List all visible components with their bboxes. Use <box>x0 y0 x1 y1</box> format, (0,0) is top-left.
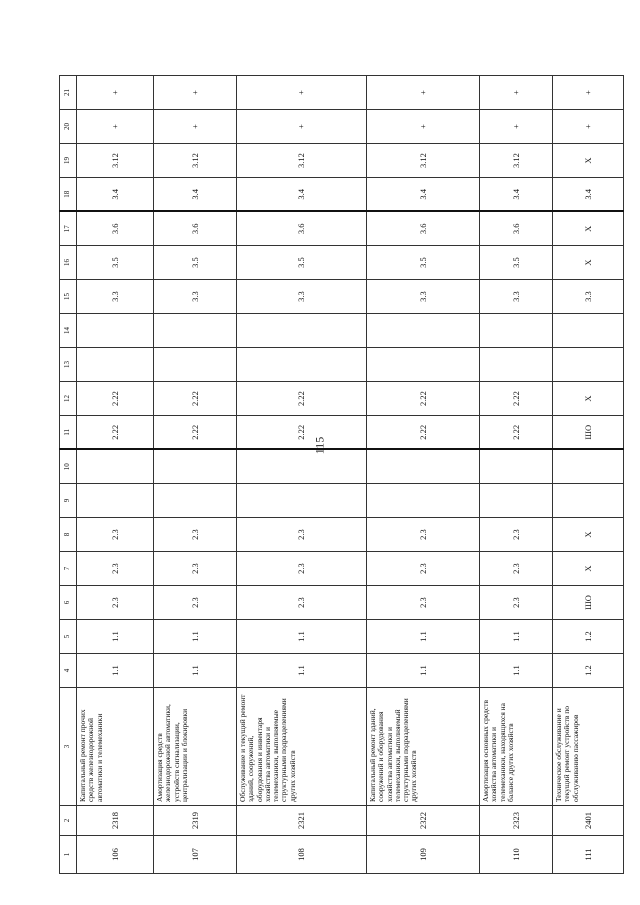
table-cell <box>237 484 367 518</box>
table-cell <box>367 314 480 348</box>
table-cell <box>553 348 624 382</box>
header-cell: 2 <box>60 806 77 836</box>
header-cell: 12 <box>60 382 77 416</box>
row-number-cell: 110 <box>480 836 553 874</box>
header-cell: 16 <box>60 246 77 280</box>
table-cell: 2.3 <box>237 552 367 586</box>
table-row <box>154 76 237 874</box>
table-cell: 2.3 <box>480 586 553 620</box>
header-cell: 21 <box>60 76 77 110</box>
row-number-cell: 107 <box>154 836 237 874</box>
table-cell: 3.6 <box>237 212 367 246</box>
table-cell: 3.4 <box>154 178 237 212</box>
table-cell: X <box>553 144 624 178</box>
table-cell: 3.5 <box>237 246 367 280</box>
table-cell: 1.1 <box>480 654 553 688</box>
table-cell: 3.3 <box>553 280 624 314</box>
table-cell <box>480 450 553 484</box>
header-cell: 9 <box>60 484 77 518</box>
table-cell: X <box>553 382 624 416</box>
row-number-cell: 111 <box>553 836 624 874</box>
table-cell: 2.3 <box>77 552 154 586</box>
table-cell: + <box>237 76 367 110</box>
table-cell: 3.3 <box>367 280 480 314</box>
table-row <box>553 76 624 874</box>
table-cell: 3.4 <box>553 178 624 212</box>
table-cell: 2.22 <box>154 416 237 450</box>
table-cell: 3.4 <box>367 178 480 212</box>
table-cell: + <box>154 110 237 144</box>
table-cell: ШО <box>553 416 624 450</box>
table-cell: + <box>367 76 480 110</box>
table-cell: 2.3 <box>77 586 154 620</box>
table-cell: ШО <box>553 586 624 620</box>
code-cell: 2322 <box>367 806 480 836</box>
table-cell: 3.6 <box>154 212 237 246</box>
table-cell <box>553 450 624 484</box>
table-cell: 1.1 <box>480 620 553 654</box>
table-cell: 3.5 <box>154 246 237 280</box>
table-cell <box>77 314 154 348</box>
table-cell: 2.3 <box>154 552 237 586</box>
cost-items-table <box>59 75 624 874</box>
header-cell: 19 <box>60 144 77 178</box>
table-cell: 2.3 <box>480 518 553 552</box>
table-cell: 1.1 <box>367 620 480 654</box>
table-cell: 2.3 <box>77 518 154 552</box>
table-row <box>237 76 367 874</box>
table-cell: + <box>77 76 154 110</box>
table-cell: 3.6 <box>77 212 154 246</box>
table-cell: 2.3 <box>367 552 480 586</box>
table-cell: 1.1 <box>77 654 154 688</box>
table-cell: 2.3 <box>480 552 553 586</box>
table-cell: + <box>553 76 624 110</box>
table-cell: 3.4 <box>237 178 367 212</box>
table-cell <box>480 484 553 518</box>
table-cell: 1.1 <box>237 620 367 654</box>
table-cell: 2.22 <box>367 416 480 450</box>
table-cell: 3.12 <box>237 144 367 178</box>
table-cell: 1.1 <box>237 654 367 688</box>
table-cell: + <box>367 110 480 144</box>
table-cell <box>553 314 624 348</box>
table-cell: 3.4 <box>77 178 154 212</box>
table-cell: 2.22 <box>367 382 480 416</box>
header-cell: 4 <box>60 654 77 688</box>
table-cell: 1.2 <box>553 654 624 688</box>
header-cell: 3 <box>60 688 77 806</box>
table-cell: X <box>553 246 624 280</box>
header-cell: 17 <box>60 212 77 246</box>
table-cell: 2.22 <box>154 382 237 416</box>
header-cell: 18 <box>60 178 77 212</box>
header-cell: 6 <box>60 586 77 620</box>
table-cell: + <box>553 110 624 144</box>
row-number-cell: 108 <box>237 836 367 874</box>
header-cell: 15 <box>60 280 77 314</box>
table-cell: 3.3 <box>77 280 154 314</box>
header-cell: 10 <box>60 450 77 484</box>
table-cell <box>154 450 237 484</box>
code-cell: 2318 <box>77 806 154 836</box>
table-cell: X <box>553 518 624 552</box>
table-row <box>480 76 553 874</box>
table-cell <box>154 348 237 382</box>
table-cell <box>237 450 367 484</box>
table-cell: 3.12 <box>480 144 553 178</box>
table-cell <box>154 314 237 348</box>
table-cell: 2.3 <box>154 586 237 620</box>
header-cell: 5 <box>60 620 77 654</box>
table-cell: + <box>480 76 553 110</box>
header-cell: 7 <box>60 552 77 586</box>
table-cell: 3.3 <box>237 280 367 314</box>
description-cell: Обслуживание и текущий ремонт зданий, сооружений, оборудования и инвентаря хозяйства автоматики и телемеханики, выполняемые структурными подразделениями других хозяйств <box>237 688 367 806</box>
description-cell: Техническое обслуживание и текущий ремонт устройств по обслуживанию пассажиров <box>553 688 624 806</box>
table-cell: 3.12 <box>154 144 237 178</box>
table-cell: 2.22 <box>77 382 154 416</box>
table-cell: 3.3 <box>154 280 237 314</box>
table-cell: 3.4 <box>480 178 553 212</box>
row-number-cell: 106 <box>77 836 154 874</box>
table-cell: + <box>77 110 154 144</box>
table-cell: 1.1 <box>154 654 237 688</box>
table-cell: 2.3 <box>367 518 480 552</box>
header-cell: 14 <box>60 314 77 348</box>
table-cell: X <box>553 552 624 586</box>
table-cell: 1.1 <box>154 620 237 654</box>
table-cell: 3.3 <box>480 280 553 314</box>
table-cell: 2.22 <box>237 416 367 450</box>
table-cell: 2.3 <box>237 518 367 552</box>
table-row <box>77 76 154 874</box>
table-cell: 2.22 <box>77 416 154 450</box>
code-cell: 2401 <box>553 806 624 836</box>
header-cell: 11 <box>60 416 77 450</box>
table-cell: 3.5 <box>367 246 480 280</box>
table-cell: 2.22 <box>480 382 553 416</box>
table-cell: + <box>237 110 367 144</box>
table-cell <box>480 314 553 348</box>
table-cell <box>553 484 624 518</box>
table-container <box>59 88 594 874</box>
table-cell: + <box>480 110 553 144</box>
table-cell: 3.12 <box>367 144 480 178</box>
table-cell: 2.22 <box>237 382 367 416</box>
table-cell: 2.3 <box>237 586 367 620</box>
page-number: 115 <box>312 436 327 455</box>
code-cell: 2319 <box>154 806 237 836</box>
table-cell <box>77 450 154 484</box>
header-cell: 20 <box>60 110 77 144</box>
table-cell <box>237 348 367 382</box>
table-cell: 3.5 <box>480 246 553 280</box>
table-cell <box>367 450 480 484</box>
table-cell <box>480 348 553 382</box>
row-number-cell: 109 <box>367 836 480 874</box>
table-cell: 2.22 <box>480 416 553 450</box>
table-cell: 2.3 <box>154 518 237 552</box>
header-cell: 8 <box>60 518 77 552</box>
table-cell: X <box>553 212 624 246</box>
table-cell: 3.5 <box>77 246 154 280</box>
table-cell: 3.6 <box>480 212 553 246</box>
header-cell: 13 <box>60 348 77 382</box>
table-cell: + <box>154 76 237 110</box>
description-cell: Капитальный ремонт зданий, сооружений и оборудования хозяйства автоматики и телемеханики, выполняемый структурными подразделениями других хозяйств <box>367 688 480 806</box>
header-cell: 1 <box>60 836 77 874</box>
table-cell <box>77 484 154 518</box>
table-cell: 1.2 <box>553 620 624 654</box>
table-cell: 3.12 <box>77 144 154 178</box>
table-cell: 2.3 <box>367 586 480 620</box>
description-cell: Амортизация основных средств хозяйства автоматики и телемеханики, находящихся на балансе других хозяйств <box>480 688 553 806</box>
code-cell: 2321 <box>237 806 367 836</box>
table-cell <box>77 348 154 382</box>
table-cell <box>237 314 367 348</box>
table-cell: 1.1 <box>77 620 154 654</box>
code-cell: 2323 <box>480 806 553 836</box>
table-header-row <box>60 76 77 874</box>
description-cell: Амортизация средств железнодорожной автоматики, устройств сигнализации, централизации и блокировки <box>154 688 237 806</box>
table-cell: 3.6 <box>367 212 480 246</box>
table-cell <box>367 348 480 382</box>
table-cell: 1.1 <box>367 654 480 688</box>
table-cell <box>367 484 480 518</box>
table-row <box>367 76 480 874</box>
description-cell: Капитальный ремонт прочих средств железнодорожной автоматики и телемеханики <box>77 688 154 806</box>
table-cell <box>154 484 237 518</box>
